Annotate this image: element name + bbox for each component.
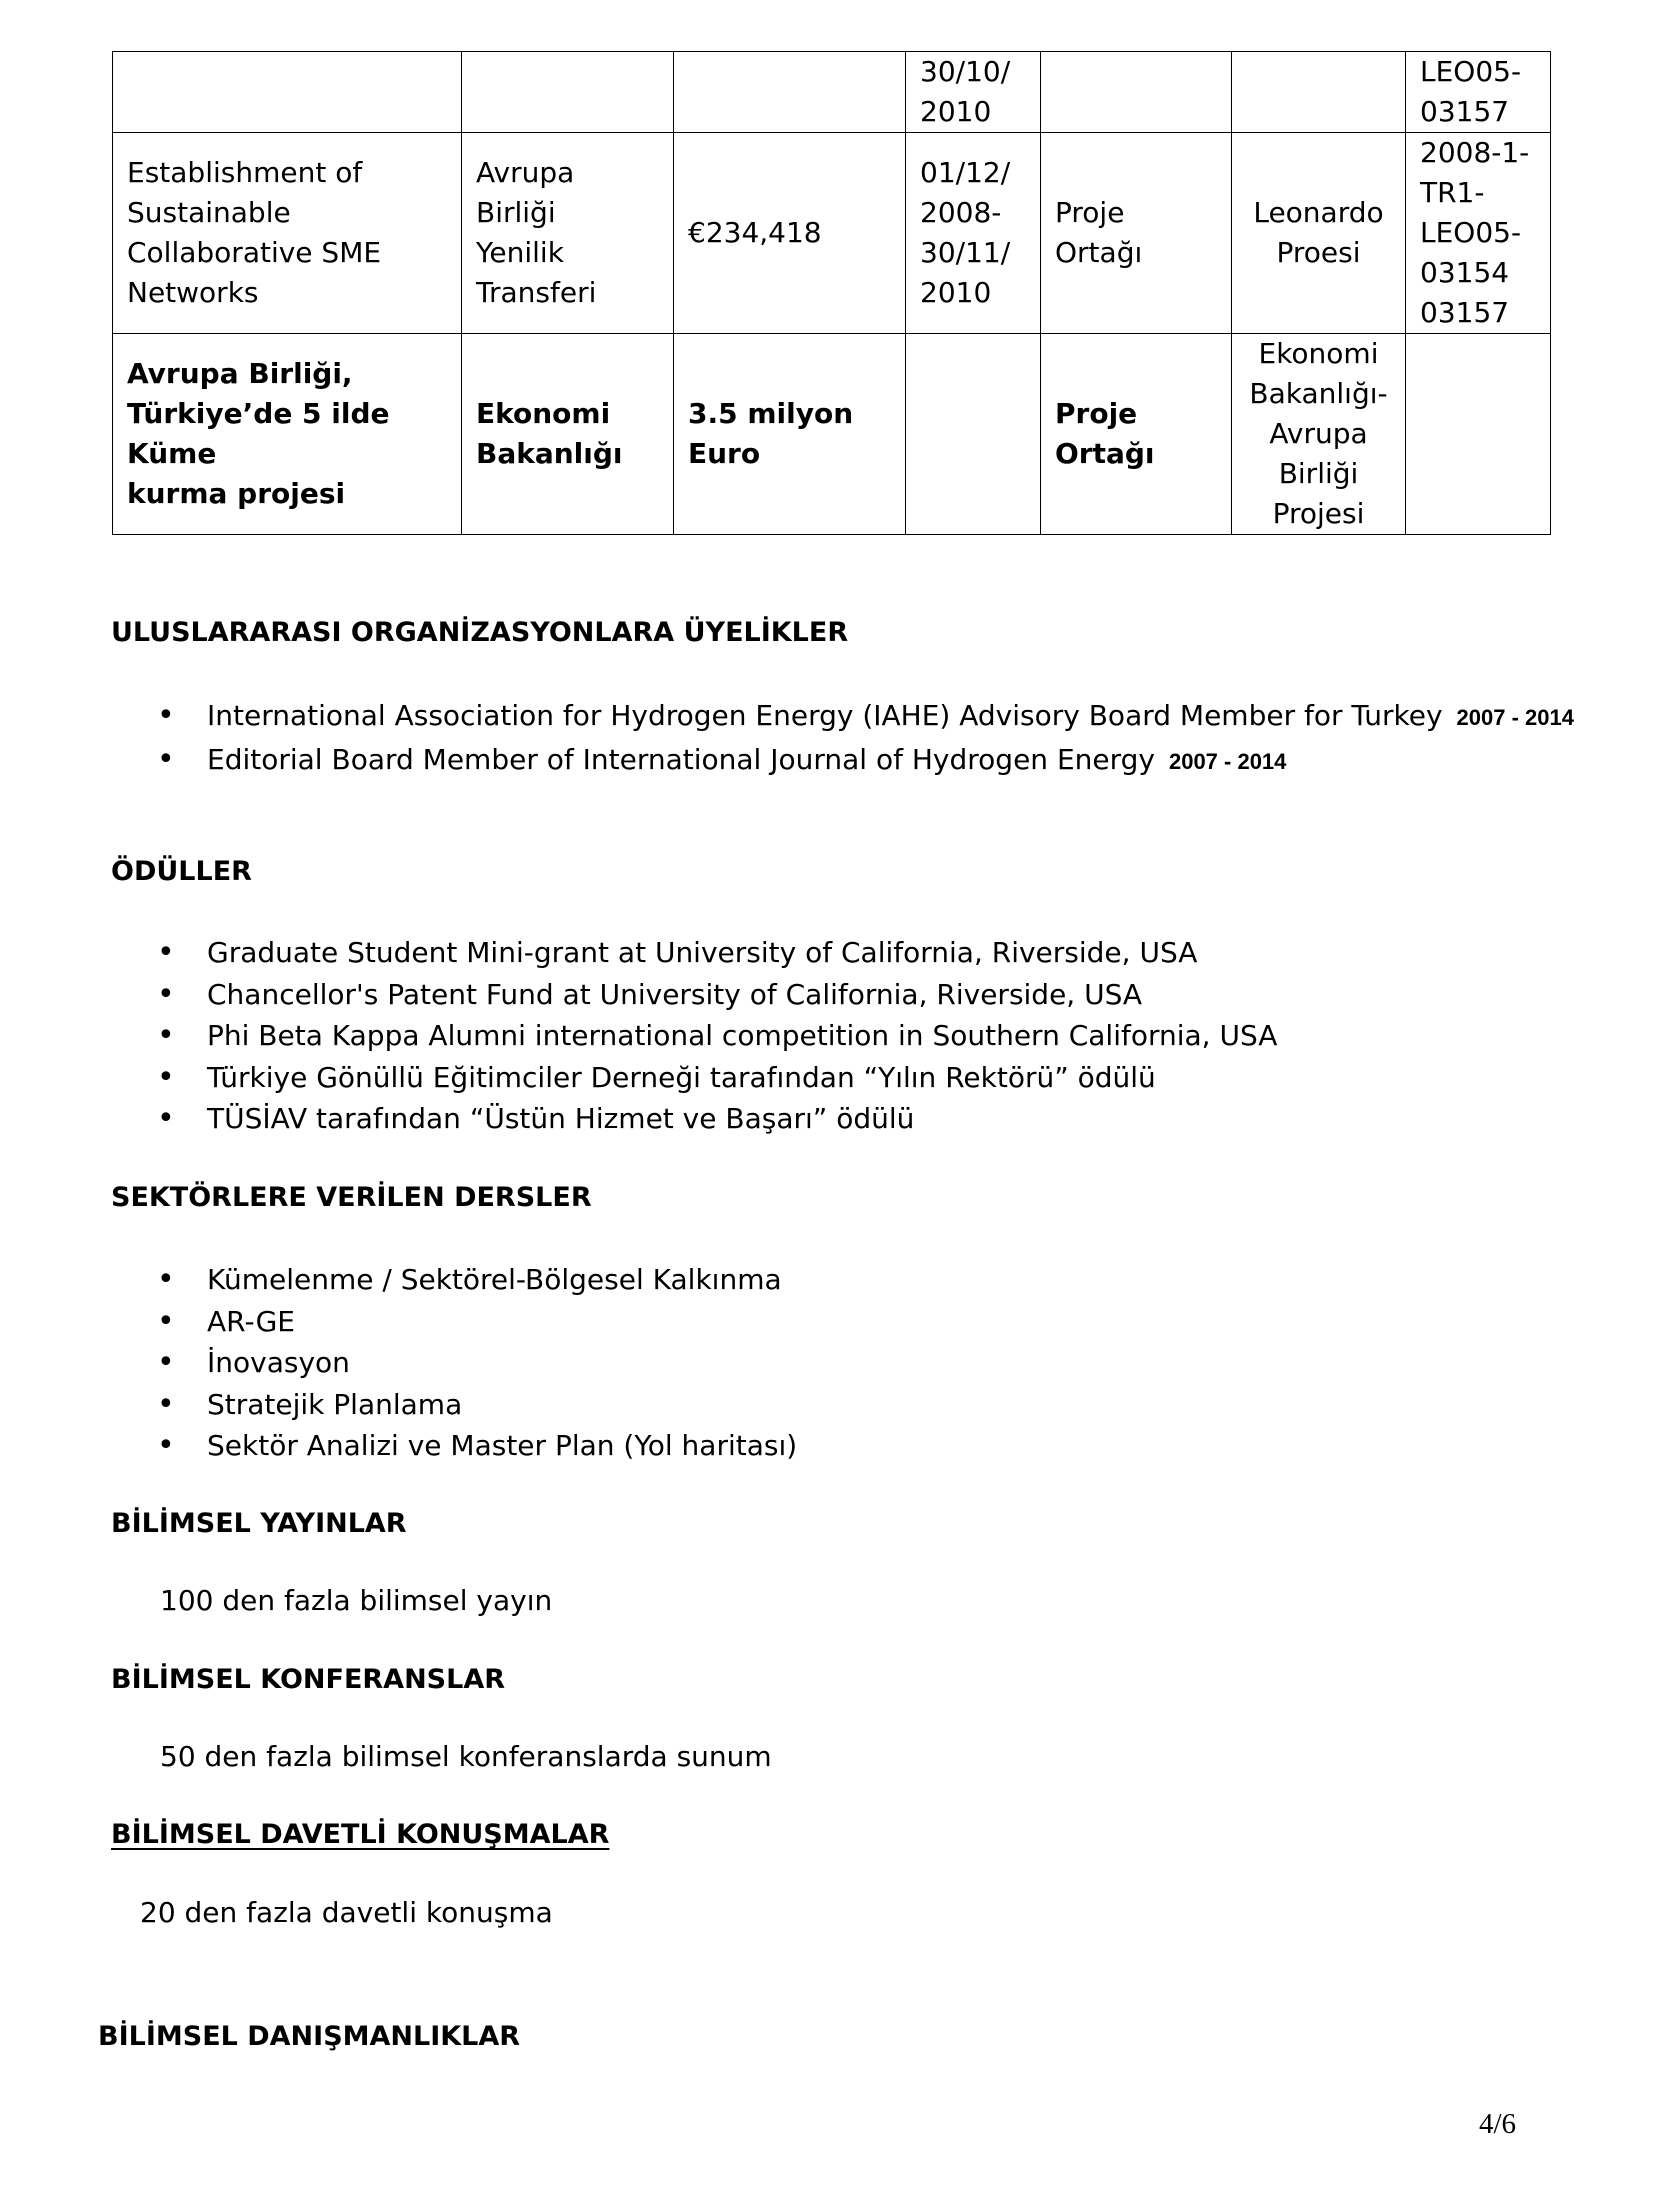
memberships-heading: ULUSLARARASI ORGANİZASYONLARA ÜYELİKLER [111, 617, 849, 648]
funding-source-cell: Avrupa Birliği Yenilik Transferi [462, 133, 674, 334]
memberships-list [112, 695, 1574, 782]
list-item: • İnovasyon [112, 1342, 797, 1384]
list-item: • Chancellor's Patent Fund at University of California, Riverside, USA [112, 974, 1277, 1016]
conferences-heading: BİLİMSEL KONFERANSLAR [111, 1664, 506, 1695]
list-item: • Türkiye Gönüllü Eğitimciler Derneği tarafından “Yılın Rektörü” ödülü [112, 1057, 1277, 1099]
list-item: • Phi Beta Kappa Alumni international competition in Southern California, USA [112, 1015, 1277, 1057]
project-title-cell [113, 52, 462, 133]
list-item: • Graduate Student Mini-grant at University of California, Riverside, USA [112, 932, 1277, 974]
project-code-cell: 2008-1- TR1- LEO05- 03154 03157 [1406, 133, 1551, 334]
role-cell: Proje Ortağı [1041, 334, 1232, 535]
publications-text: 100 den fazla bilimsel yayın [160, 1584, 553, 1617]
project-code-cell: LEO05- 03157 [1406, 52, 1551, 133]
awards-heading: ÖDÜLLER [111, 856, 252, 887]
membership-years: 2007 - 2014 [1168, 748, 1287, 774]
list-item: • AR-GE [112, 1301, 797, 1343]
list-item: • Kümelenme / Sektörel-Bölgesel Kalkınma [112, 1259, 797, 1301]
list-item: • Stratejik Planlama [112, 1384, 797, 1426]
membership-years: 2007 - 2014 [1456, 705, 1574, 730]
courses-list [112, 1259, 797, 1467]
project-code-cell [1406, 334, 1551, 535]
program-cell: Ekonomi Bakanlığı- Avrupa Birliği Projesi [1232, 334, 1406, 535]
publications-heading: BİLİMSEL YAYINLAR [111, 1508, 407, 1539]
project-title-cell: Avrupa Birliği, Türkiye’de 5 ilde Küme kurma projesi [113, 334, 462, 535]
invited-talks-heading: BİLİMSEL DAVETLİ KONUŞMALAR [111, 1819, 610, 1850]
project-title-cell: Establishment of Sustainable Collaborative SME Networks [113, 133, 462, 334]
program-cell: Leonardo Proesi [1232, 133, 1406, 334]
budget-cell: 3.5 milyon Euro [674, 334, 906, 535]
courses-heading: SEKTÖRLERE VERİLEN DERSLER [111, 1182, 592, 1213]
table-row [113, 334, 1551, 535]
list-item: • International Association for Hydrogen Energy (IAHE) Advisory Board Member for Turkey 2007 - 2014 [112, 695, 1574, 739]
dates-cell: 01/12/ 2008- 30/11/ 2010 [906, 133, 1041, 334]
table-row [113, 133, 1551, 334]
awards-list [112, 932, 1277, 1140]
dates-cell [906, 334, 1041, 535]
budget-cell: €234,418 [674, 133, 906, 334]
program-cell [1232, 52, 1406, 133]
conferences-text: 50 den fazla bilimsel konferanslarda sunum [160, 1740, 772, 1773]
role-cell: Proje Ortağı [1041, 133, 1232, 334]
budget-cell [674, 52, 906, 133]
projects-table [112, 51, 1551, 535]
list-item: • Editorial Board Member of International Journal of Hydrogen Energy 2007 - 2014 [112, 739, 1574, 783]
funding-source-cell: Ekonomi Bakanlığı [462, 334, 674, 535]
consultancy-heading: BİLİMSEL DANIŞMANLIKLAR [98, 2021, 521, 2052]
dates-cell: 30/10/ 2010 [906, 52, 1041, 133]
table-row [113, 52, 1551, 133]
funding-source-cell [462, 52, 674, 133]
page-number: 4/6 [1479, 2108, 1517, 2140]
role-cell [1041, 52, 1232, 133]
list-item: • TÜSİAV tarafından “Üstün Hizmet ve Başarı” ödülü [112, 1098, 1277, 1140]
list-item: • Sektör Analizi ve Master Plan (Yol haritası) [112, 1425, 797, 1467]
invited-talks-text: 20 den fazla davetli konuşma [140, 1896, 553, 1929]
